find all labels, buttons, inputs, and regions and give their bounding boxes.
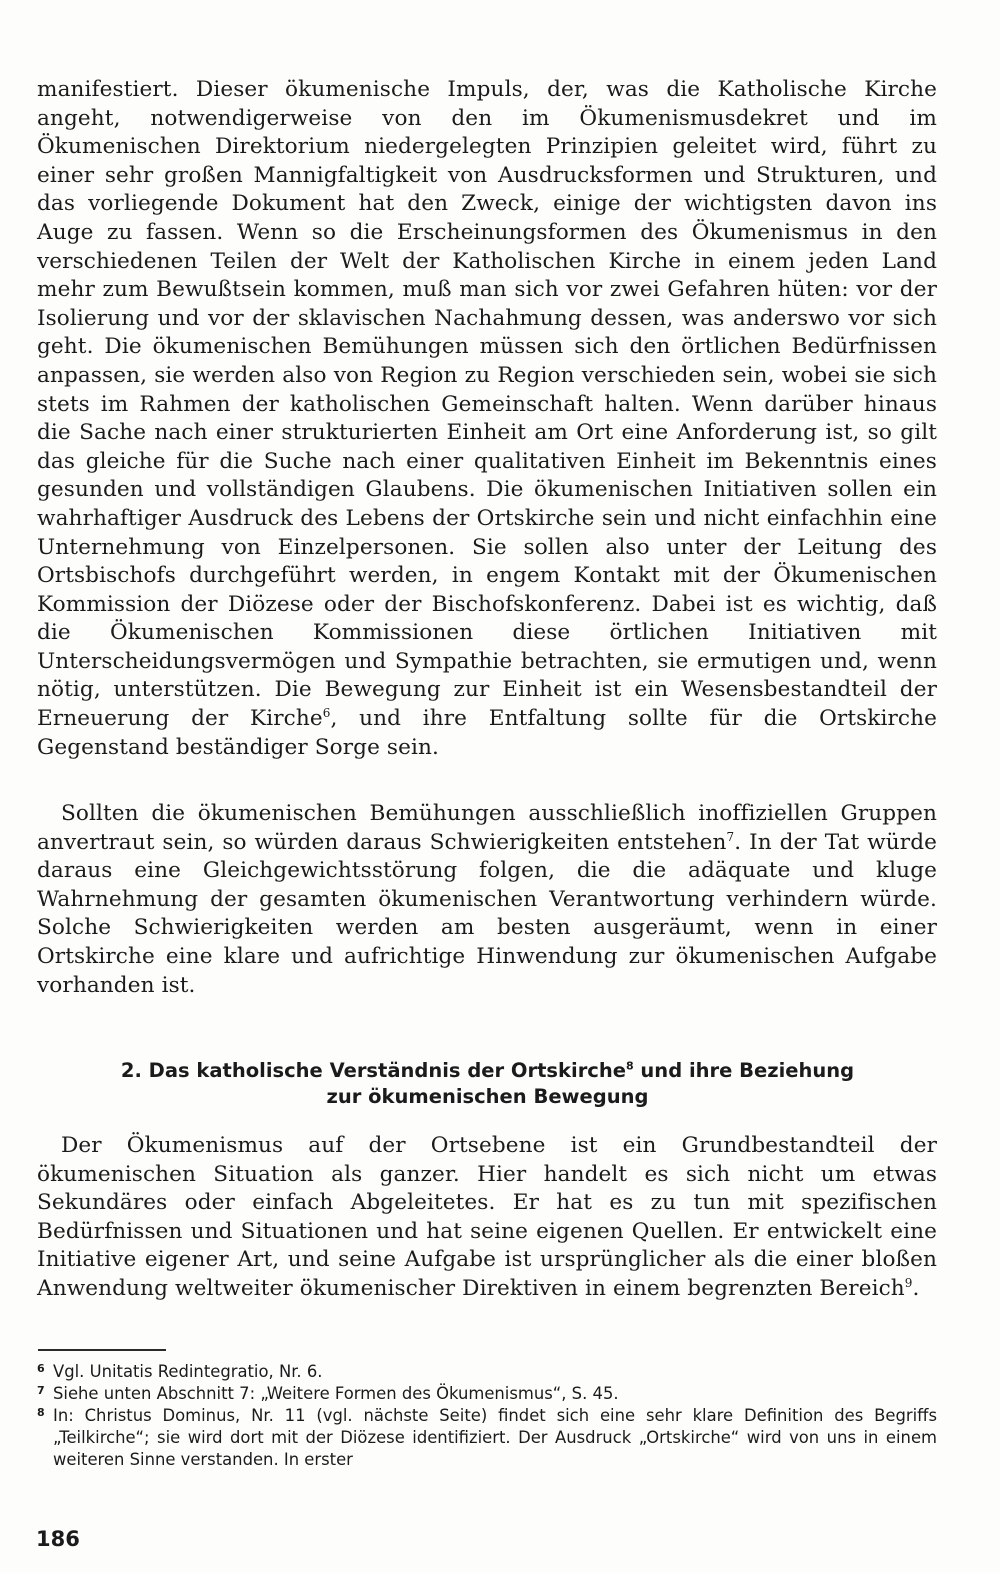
footnote-text: Siehe unten Abschnitt 7: „Weitere Formen des Ökumenismus“, S. 45. xyxy=(53,1384,619,1403)
footnote-mark: 6 xyxy=(37,1362,45,1375)
footnote-reference-8: 8 xyxy=(625,1059,634,1073)
footnote-mark: 8 xyxy=(37,1406,45,1419)
footnote-6 xyxy=(37,1361,937,1383)
footnote-reference-7: 7 xyxy=(726,829,735,844)
footnote-8 xyxy=(37,1405,937,1471)
page-number: 186 xyxy=(36,1527,80,1551)
footnote-reference-6: 6 xyxy=(322,705,331,720)
section-heading: 2. Das katholische Verständnis der Ortskirche$^8$ und ihre Beziehung zur ökumenischen Bewegung xyxy=(120,1059,855,1108)
footnote-reference-9: 9 xyxy=(904,1275,913,1290)
footnote-7 xyxy=(37,1383,937,1405)
footnote-text: In: Christus Dominus, Nr. 11 (vgl. nächste Seite) findet sich eine sehr klare Definition des Begriffs „Teilkirche“; sie wird dort mit der Diözese identifiziert. Der Ausdruck „Ortskirche“ wird von uns in einem weiteren Sinne verstanden. In erster xyxy=(53,1406,937,1469)
footnotes xyxy=(37,1361,937,1471)
footnote-divider xyxy=(38,1349,166,1351)
body-paragraph-3: Der Ökumenismus auf der Ortsebene ist ein Grundbestandteil der ökumenischen Situation als ganzer. Hier handelt es sich nicht um etwas Sekundäres oder einfach Abgeleitetes. Er hat es zu tun mit spezifischen Bedürfnissen und Situationen und hat seine eigenen Quellen. Er entwickelt eine Initiative eigener Art, und seine Aufgabe ist ursprünglicher als die einer bloßen Anwendung weltweiter ökumenischer Direktiven in einem begrenzten Bereich$^9$. xyxy=(37,1133,937,1301)
body-paragraph-1: manifestiert. Dieser ökumenische Impuls, der, was die Katholische Kirche angeht, notwendigerweise von den im Ökumenismusdekret und im Ökumenischen Direktorium niedergelegten Prinzipien geleitet wird, führt zu einer sehr großen Mannigfaltigkeit von Ausdrucksformen und Strukturen, und das vorliegende Dokument hat den Zweck, einige der wichtigsten davon ins Auge zu fassen. Wenn so die Erscheinungsformen des Ökumenismus in den verschiedenen Teilen der Welt der Katholischen Kirche in einem jeden Land mehr zum Bewußtsein kommen, muß man sich vor zwei Gefahren hüten: vor der Isolierung und vor der sklavischen Nachahmung dessen, was anderswo vor sich geht. Die ökumenischen Bemühungen müssen sich den örtlichen Bedürfnissen anpassen, sie werden also von Region zu Region verschieden sein, wobei sie sich stets im Rahmen der katholischen Gemeinschaft halten. Wenn darüber hinaus die Sache nach einer strukturierten Einheit am Ort eine Anforderung ist, so gilt das gleiche für die Suche nach einer qualitativen Einheit im Bekenntnis eines gesunden und vollständigen Glaubens. Die ökumenischen Initiativen sollen ein wahrhaftiger Ausdruck des Lebens der Ortskirche sein und nicht einfachhin eine Unternehmung von Einzelpersonen. Sie sollen also unter der Leitung des Ortsbischofs durchgeführt werden, in engem Kontakt mit der Ökumenischen Kommission der Diözese oder der Bischofskonferenz. Dabei ist es wichtig, daß die Ökumenischen Kommissionen diese örtlichen Initiativen mit Unterscheidungsvermögen und Sympathie betrachten, sie ermutigen und, wenn nötig, unterstützen. Die Bewegung zur Einheit ist ein Wesensbestandteil der Erneuerung der Kirche$^6$, und ihre Entfaltung sollte für die Ortskirche Gegenstand beständiger Sorge sein. xyxy=(37,77,938,760)
footnote-text: Vgl. Unitatis Redintegratio, Nr. 6. xyxy=(53,1362,323,1381)
body-paragraph-2: Sollten die ökumenischen Bemühungen ausschließlich inoffiziellen Gruppen anvertraut sein, so würden daraus Schwierigkeiten entstehen$^7$. In der Tat würde daraus eine Gleichgewichtsstörung folgen, die die adäquate und kluge Wahrnehmung der gesamten ökumenischen Verantwortung verhindern würde. Solche Schwierigkeiten werden am besten ausgeräumt, wenn in einer Ortskirche eine klare und aufrichtige Hinwendung zur ökumenischen Aufgabe vorhanden ist. xyxy=(37,801,937,998)
footnote-mark: 7 xyxy=(37,1384,45,1397)
